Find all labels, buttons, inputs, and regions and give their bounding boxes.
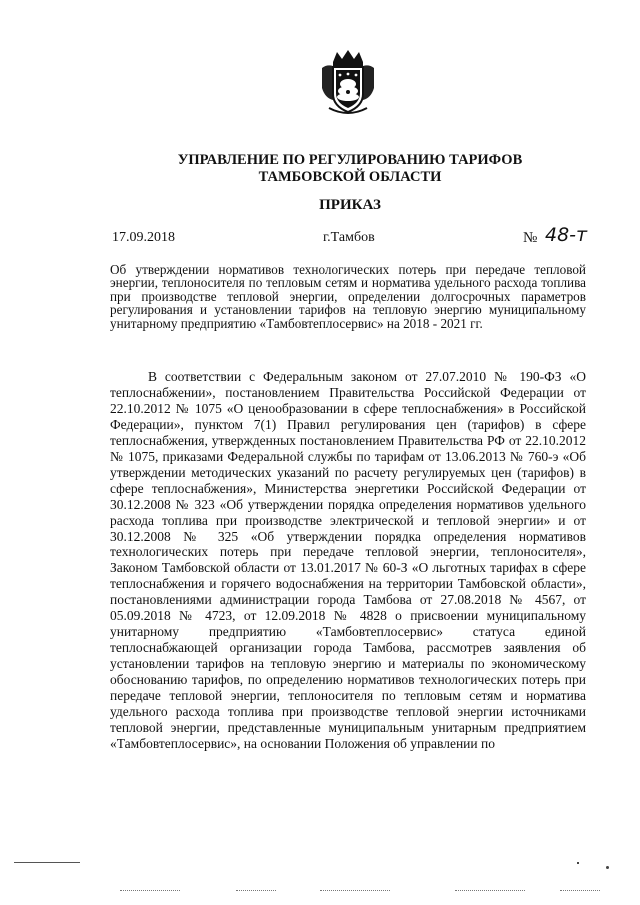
- scan-artifact-dots: [455, 890, 525, 891]
- coat-of-arms-emblem: [319, 48, 377, 118]
- document-date: 17.09.2018: [112, 230, 175, 245]
- scan-artifact-mark: [577, 862, 579, 864]
- document-number-label: №: [523, 230, 538, 246]
- footer-rule-left: [14, 862, 80, 863]
- document-body-paragraph: В соответствии с Федеральным законом от 27.07.2010 № 190-ФЗ «О теплоснабжении», постановлением Правительства Российской Федерации от 22.10.2012 № 1075 «О ценообразовании в сфере теплоснабжения» в Российской Федерации», пунктом 7(1) Правил регулирования цен (тарифов) в сфере теплоснабжения, утвержденных постановлением Правительства РФ от 22.10.2012 № 1075, приказами Федеральной службы по тарифам от 13.06.2013 № 760-э «Об утверждении методических указаний по расчету регулируемых цен (тарифов) в сфере теплоснабжения», Министерства энергетики Российской Федерации от 30.12.2008 № 323 «Об утверждении порядка определения нормативов удельного расхода топлива при производстве электрической и тепловой энергии» и от 30.12.2008 № 325 «Об утверждении порядка определения нормативов технологических потерь при передаче тепловой энергии, теплоносителя», Законом Тамбовской области от 13.01.2017 № 60-З «О льготных тарифах в сфере теплоснабжения и горячего водоснабжения на территории Тамбовской области», постановлениями администрации города Тамбова от 27.08.2018 № 4567, от 05.09.2018 № 4723, от 12.09.2018 № 4828 о присвоении муниципальному унитарному предприятию «Тамбовтеплосервис» статуса единой теплоснабжающей организации города Тамбова, рассмотрев заявления об установлении тарифов на тепловую энергию и материалы по экономическому обоснованию тарифов, по определению нормативов технологических потерь при передаче тепловой энергии, теплоносителя по тепловым сетям и норматива удельного расхода топлива при производстве тепловой энергии источниками тепловой энергии, представленные муниципальным унитарным предприятием «Тамбовтеплосервис», на основании Положения об управлении по: [110, 369, 586, 751]
- scan-artifact-dots: [320, 890, 390, 891]
- scan-artifact-dots: [236, 890, 276, 891]
- agency-name: [120, 152, 580, 186]
- agency-name-line-2: ТАМБОВСКОЙ ОБЛАСТИ: [258, 169, 442, 185]
- document-city: г.Тамбов: [323, 230, 375, 245]
- scan-artifact-dots: [560, 890, 600, 891]
- document-subject: Об утверждении нормативов технологических потерь при передаче тепловой энергии, теплоносителя по тепловым сетям и норматива удельного расхода топлива при производстве тепловой энергии, определении долгосрочных параметров регулирования и установлении тарифов на тепловую энергию муниципальному унитарному предприятию «Тамбовтеплосервис» на 2018 - 2021 гг.: [110, 262, 586, 331]
- agency-name-line-1: УПРАВЛЕНИЕ ПО РЕГУЛИРОВАНИЮ ТАРИФОВ: [177, 152, 523, 168]
- scan-artifact-mark: [606, 866, 609, 869]
- document-type-title: ПРИКАЗ: [319, 197, 381, 213]
- document-number-handwritten: 48-т: [545, 224, 588, 246]
- scan-artifact-dots: [120, 890, 180, 891]
